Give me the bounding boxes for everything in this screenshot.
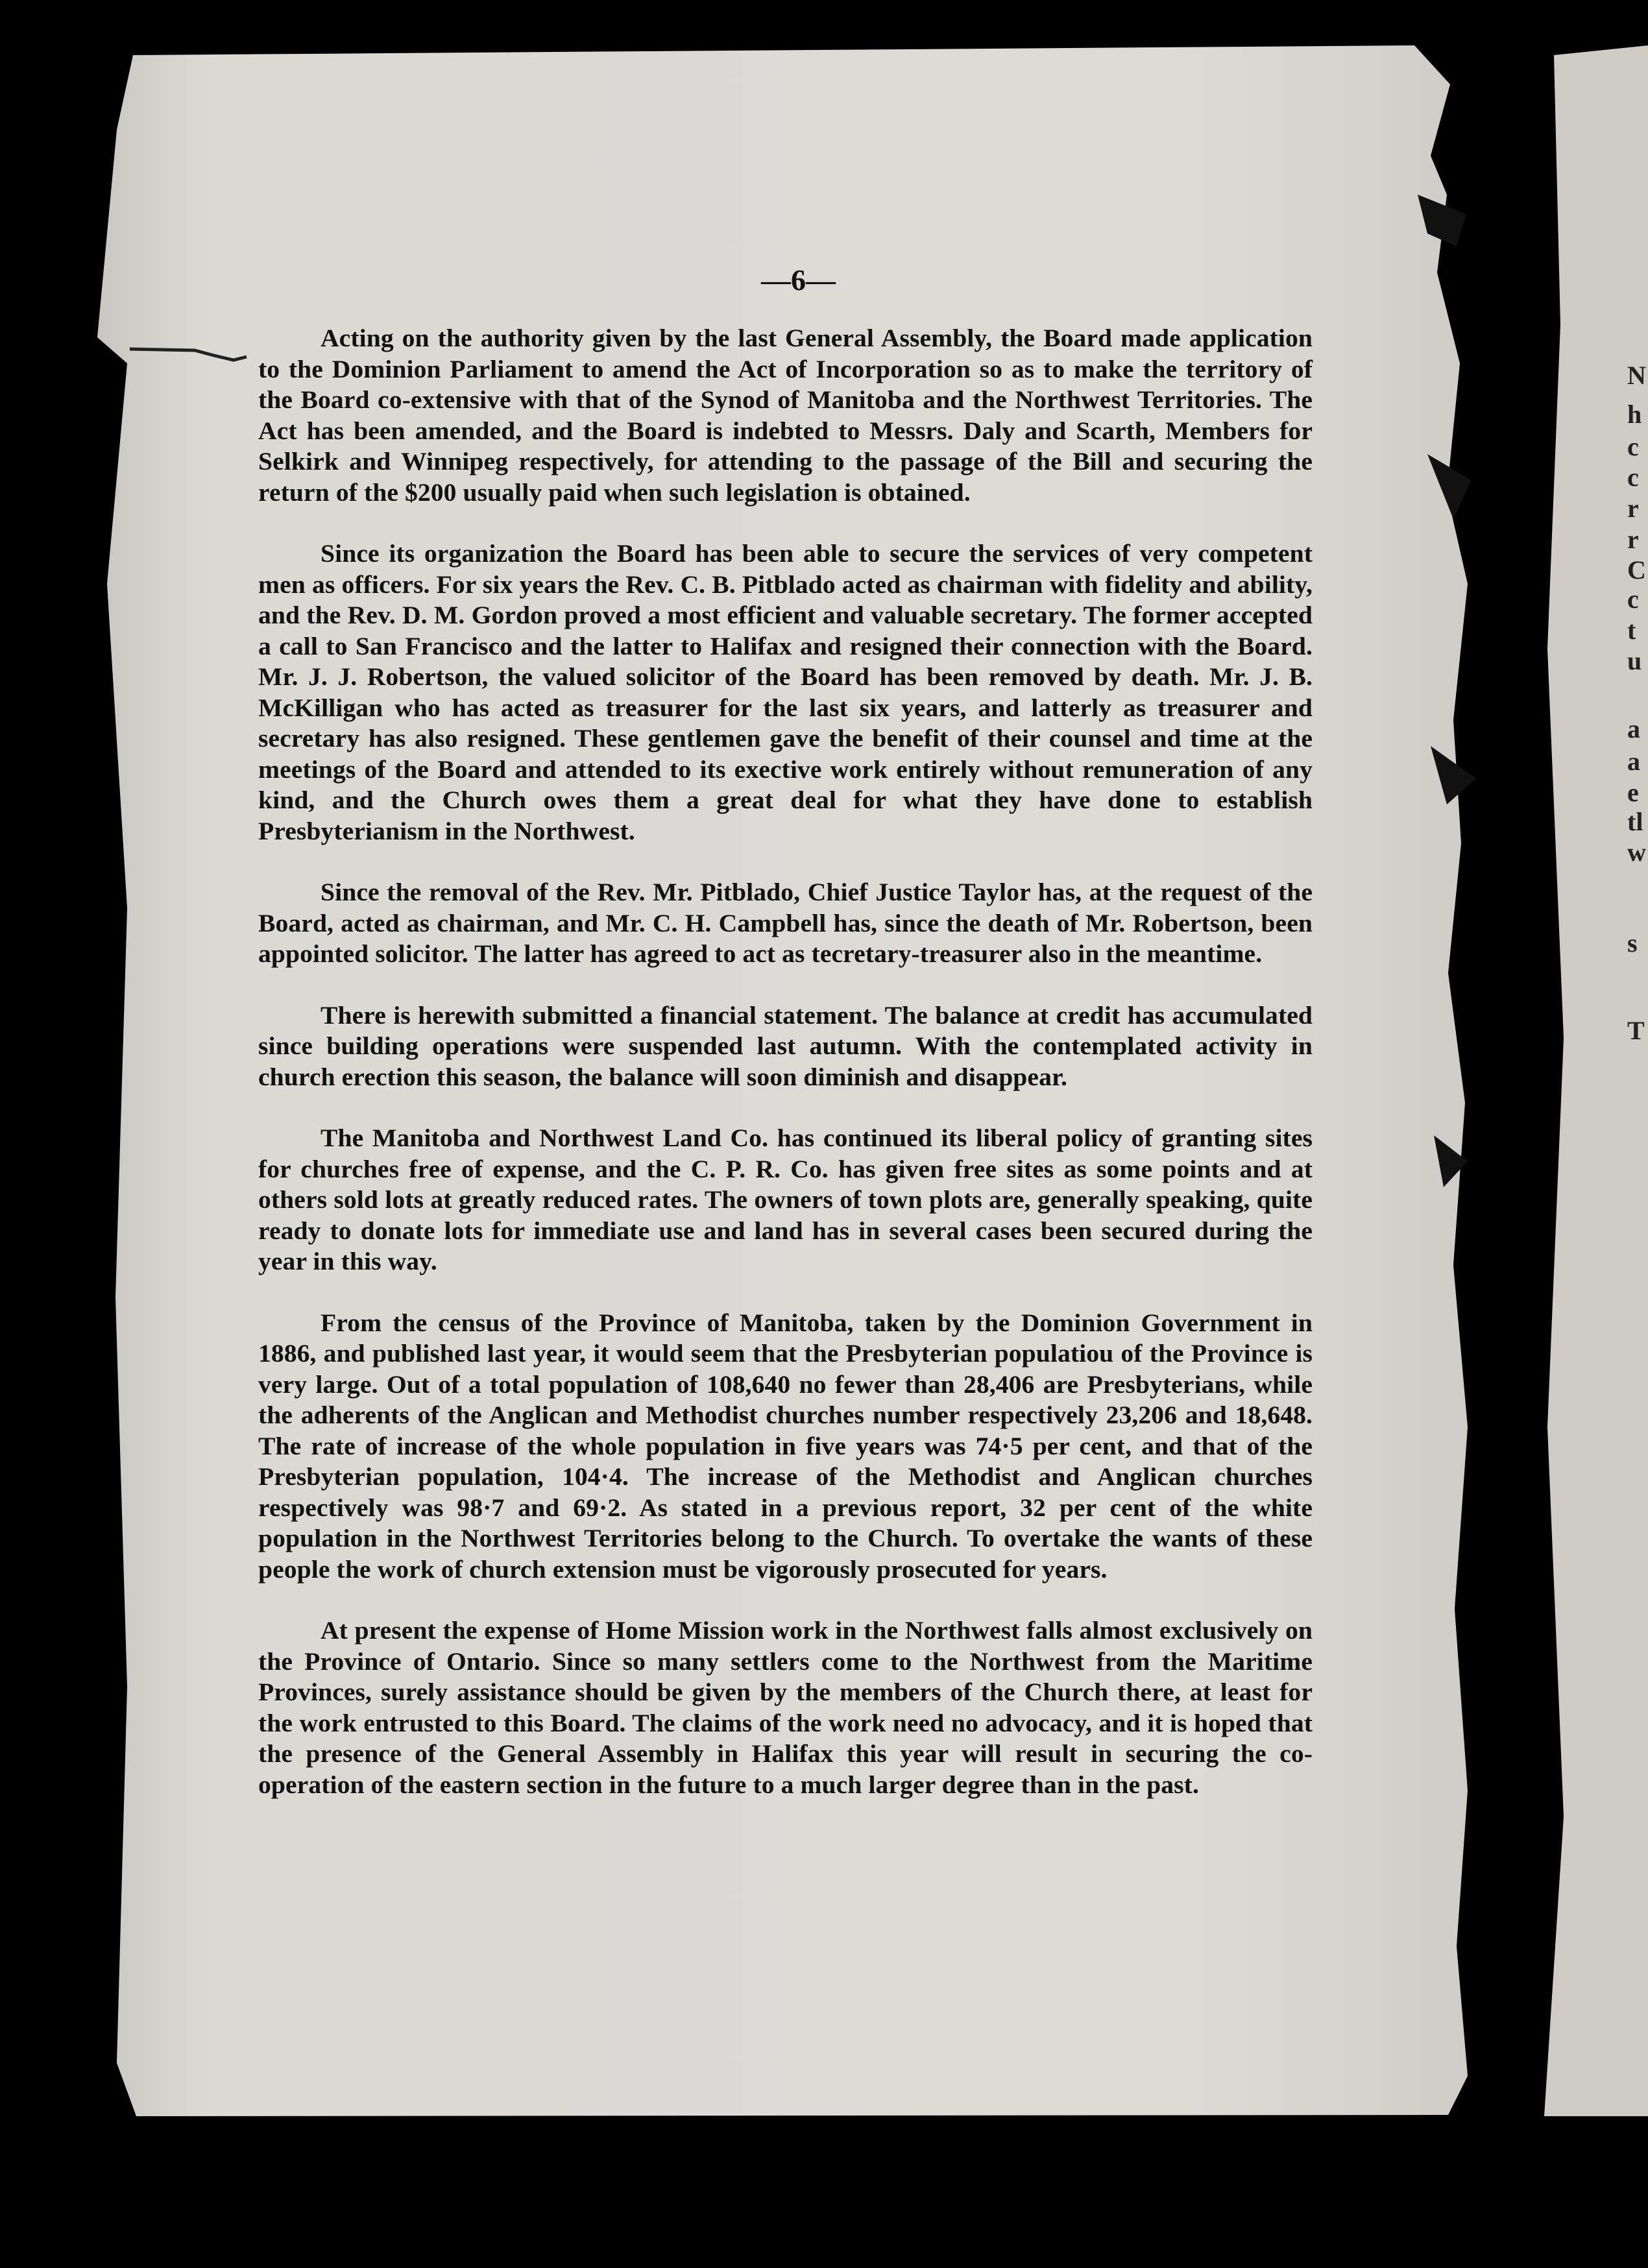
paragraph-land-company: The Manitoba and Northwest Land Co. has continued its liberal policy of granting sites for churches free of expense, and the C. P. R. Co. has given free sites as some points and at others sold lots at greatly reduced rates. The owners of town plots are, generally speaking, quite ready to donate lots for immediate use and land has in several cases been secured during the year in this way.: [258, 1124, 1313, 1275]
adjacent-page-fragment: a: [1627, 747, 1640, 776]
page-text-block: [258, 263, 1313, 1831]
adjacent-page-fragment: s: [1627, 928, 1638, 958]
page-number: —6—: [761, 263, 836, 296]
adjacent-page-fragment: r: [1627, 525, 1639, 554]
adjacent-page-fragment: tl: [1627, 807, 1643, 836]
paragraph-chairman-solicitor: Since the removal of the Rev. Mr. Pitblado, Chief Justice Taylor has, at the request of the Board, acted as chairman, and Mr. C. H. Campbell has, since the death of Mr. Robertson, been appointed solicitor. The latter has agreed to act as tecretary-treasurer also in the meantime.: [258, 878, 1313, 968]
paragraph-act-amendment: Acting on the authority given by the last General Assembly, the Board made application to the Dominion Parliament to amend the Act of Incorporation so as to make the territory of the Board co-extensive with that of the Synod of Manitoba and the Northwest Territories. The Act has been amended, and the Board is indebted to Messrs. Daly and Scarth, Members for Selkirk and Winnipeg respectively, for attending to the passage of the Bill and securing the return of the $200 usually paid when such legislation is obtained.: [258, 324, 1313, 507]
paragraph-census: From the census of the Province of Manitoba, taken by the Dominion Government in 1886, and published last year, it would seem that the Presbyterian populatiou of the Province is very large. Out of a total population of 108,640 no fewer than 28,406 are Presbyterians, while the adherents of the Anglican and Methodist churches number respectively 23,206 and 18,648. The rate of increase of the whole population in five years was 74·5 per cent, and that of the Presbyterian population, 104·4. The increase of the Methodist and Anglican churches respectively was 98·7 and 69·2. As stated in a previous report, 32 per cent of the white population in the Northwest Territories belong to the Church. To overtake the wants of these people the work of church extension must be vigorously prosecuted for years.: [258, 1308, 1313, 1584]
adjacent-page-fragment: a: [1627, 714, 1640, 743]
adjacent-page-fragment: N: [1627, 361, 1646, 390]
paragraph-board-officers: Since its organization the Board has been able to secure the services of very competent men as officers. For six years the Rev. C. B. Pitblado acted as chairman with fidelity and ability, and the Rev. D. M. Gordon proved a most efficient and valuable secretary. The former accepted a call to San Francisco and the latter to Halifax and resigned their connection with the Board. Mr. J. J. Robertson, the valued solicitor of the Board has been removed by death. Mr. J. B. McKilligan who has acted as treasurer for the last six years, and latterly as treasurer and secretary has also resigned. These gentlemen gave the benefit of their counsel and time at the meetings of the Board and attended to its exective work entirely without remuneration of any kind, and the Church owes them a great deal for what they have done to establish Presbyterianism in the Northwest.: [258, 539, 1313, 845]
adjacent-page-fragment: t: [1627, 616, 1636, 645]
adjacent-page-fragment: c: [1627, 463, 1639, 492]
adjacent-page-fragment: c: [1627, 432, 1639, 461]
adjacent-page-fragment: u: [1627, 646, 1642, 675]
adjacent-page-fragment: h: [1627, 400, 1642, 429]
paragraph-home-mission: At present the expense of Home Mission work in the Northwest falls almost exclusively on the Province of Ontario. Since so many settlers come to the Northwest from the Maritime Provinces, surely assistance should be given by the members of the Church there, at least for the work entrusted to this Board. The claims of the work need no advocacy, and it is hoped that the presence of the General Assembly in Halifax this year will result in securing the co-operation of the eastern section in the future to a much larger degree than in the past.: [258, 1616, 1313, 1799]
adjacent-page-fragment: C: [1627, 555, 1646, 585]
adjacent-page-fragment: T: [1627, 1016, 1645, 1045]
adjacent-page-fragment: w: [1627, 838, 1646, 867]
adjacent-page-fragment: e: [1627, 778, 1639, 807]
adjacent-page-fragment: c: [1627, 585, 1639, 614]
paragraph-financial-statement: There is herewith submitted a financial statement. The balance at credit has accumulated since building operations were suspended last autumn. With the contemplated activity in church erection this season, the balance will soon diminish and disappear.: [258, 1000, 1313, 1091]
adjacent-page-fragment: r: [1627, 494, 1639, 523]
